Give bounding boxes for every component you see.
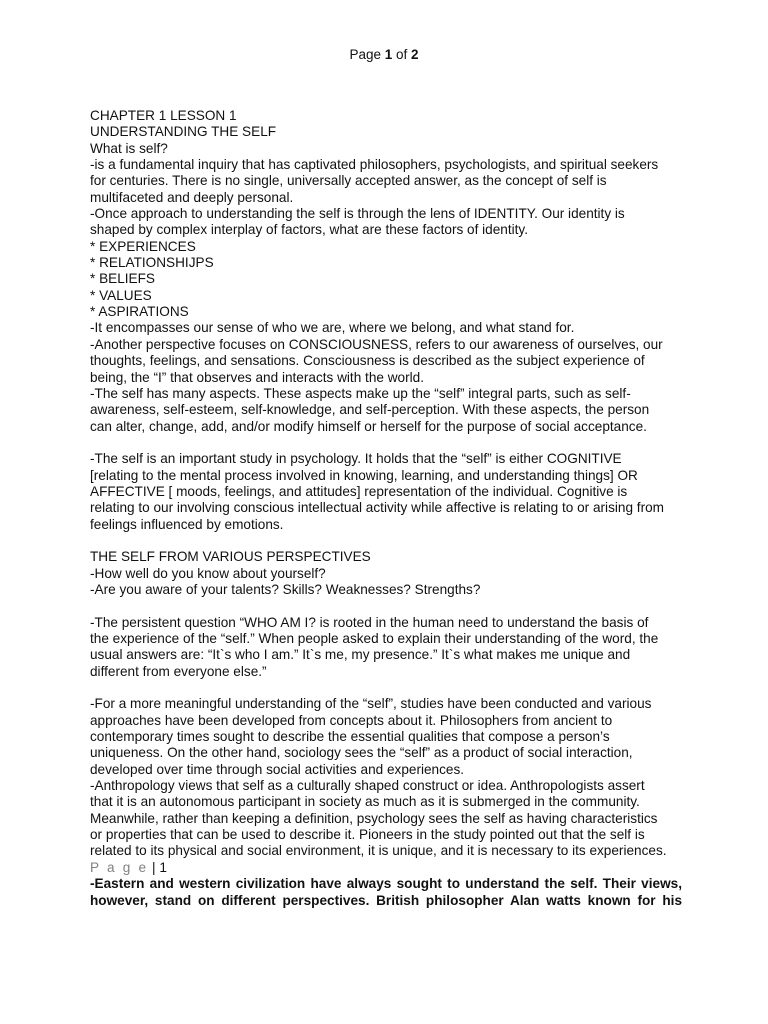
document-body bbox=[90, 108, 682, 909]
text-line: * EXPERIENCES bbox=[90, 238, 196, 254]
footer-page-number: 1 bbox=[159, 859, 167, 875]
text-line: -For a more meaningful understanding of the “self”, studies have been conducted and various bbox=[90, 696, 652, 712]
text-line: shaped by complex interplay of factors, what are these factors of identity. bbox=[90, 222, 528, 238]
text-line: -How well do you know about yourself? bbox=[90, 565, 326, 581]
text-line: What is self? bbox=[90, 140, 168, 156]
text-line: -The self is an important study in psychology. It holds that the “self” is either COGNITIVE bbox=[90, 451, 622, 467]
text-line: AFFECTIVE [ moods, feelings, and attitudes] representation of the individual. Cognitive is bbox=[90, 483, 628, 499]
text-line: * ASPIRATIONS bbox=[90, 304, 189, 320]
text-line: -The persistent question “WHO AM I? is rooted in the human need to understand the basis of bbox=[90, 614, 649, 630]
text-line: can alter, change, add, and/or modify himself or herself for the purpose of social acceptance. bbox=[90, 418, 647, 434]
text-line: -Are you aware of your talents? Skills? Weaknesses? Strengths? bbox=[90, 581, 481, 597]
content-lines bbox=[90, 108, 682, 860]
bold-text-line: -Eastern and western civilization have always sought to understand the self. Their views, bbox=[90, 876, 682, 892]
text-line: multifaceted and deeply personal. bbox=[90, 189, 294, 205]
text-line: -The self has many aspects. These aspects make up the “self” integral parts, such as self- bbox=[90, 385, 631, 401]
text-line: related to its physical and social environment, it is unique, and it is necessary to its experiences. bbox=[90, 843, 667, 859]
text-line: relating to our involving conscious intellectual activity while affective is relating to or arising from bbox=[90, 500, 664, 516]
text-line: CHAPTER 1 LESSON 1 bbox=[90, 108, 237, 123]
blank-line bbox=[90, 435, 682, 451]
text-line: contemporary times sought to describe the essential qualities that compose a person’s bbox=[90, 729, 610, 745]
text-line: developed over time through social activities and experiences. bbox=[90, 761, 465, 777]
text-line: -It encompasses our sense of who we are, where we belong, and what stand for. bbox=[90, 320, 575, 336]
text-line: -Another perspective focuses on CONSCIOUSNESS, refers to our awareness of ourselves, our bbox=[90, 336, 663, 352]
text-line: * BELIEFS bbox=[90, 271, 155, 287]
blank-line bbox=[90, 533, 682, 549]
text-line: * RELATIONSHIJPS bbox=[90, 255, 214, 271]
text-line: UNDERSTANDING THE SELF bbox=[90, 124, 277, 140]
footer-page-label: P a g e bbox=[90, 859, 149, 875]
text-line: that it is an autonomous participant in society as much as it is submerged in the community. bbox=[90, 794, 640, 810]
page-current-number: 1 bbox=[384, 47, 393, 62]
text-line: the experience of the “self.” When people asked to explain their understanding of the word, the bbox=[90, 631, 659, 646]
blank-line bbox=[90, 680, 682, 696]
footer-separator: | bbox=[148, 859, 160, 875]
text-line: THE SELF FROM VARIOUS PERSPECTIVES bbox=[90, 549, 371, 565]
text-line: thoughts, feelings, and sensations. Consciousness is described as the subject experience of bbox=[90, 353, 645, 369]
text-line: -is a fundamental inquiry that has captivated philosophers, psychologists, and spiritual seekers bbox=[90, 157, 659, 173]
text-line: approaches have been developed from concepts about it. Philosophers from ancient to bbox=[90, 712, 613, 728]
text-line: Meanwhile, rather than keeping a definition, psychology sees the self as having characteristics bbox=[90, 810, 658, 826]
text-line: uniqueness. On the other hand, sociology sees the “self” as a product of social interaction, bbox=[90, 745, 633, 761]
text-line: [relating to the mental process involved in knowing, learning, and understanding things] OR bbox=[90, 467, 638, 483]
page-header-middle: of bbox=[392, 47, 412, 62]
blank-line bbox=[90, 598, 682, 614]
page-total-number: 2 bbox=[411, 47, 419, 62]
bold-text-line: however, stand on different perspectives. British philosopher Alan watts known for his bbox=[90, 892, 682, 908]
page-footer bbox=[90, 860, 682, 876]
bold-paragraph bbox=[90, 876, 682, 909]
text-line: usual answers are: “It`s who I am.” It`s me, my presence.” It`s what makes me unique and bbox=[90, 647, 631, 663]
text-line: -Anthropology views that self as a culturally shaped construct or idea. Anthropologists assert bbox=[90, 778, 645, 794]
page-header-prefix: Page bbox=[349, 47, 385, 62]
text-line: -Once approach to understanding the self is through the lens of IDENTITY. Our identity is bbox=[90, 206, 625, 222]
text-line: for centuries. There is no single, universally accepted answer, as the concept of self is bbox=[90, 173, 607, 189]
text-line: * VALUES bbox=[90, 287, 152, 303]
text-line: awareness, self-esteem, self-knowledge, and self-perception. With these aspects, the person bbox=[90, 402, 650, 418]
text-line: or properties that can be used to describe it. Pioneers in the study pointed out that the self is bbox=[90, 827, 645, 843]
page-header bbox=[0, 46, 768, 64]
text-line: feelings influenced by emotions. bbox=[90, 516, 284, 532]
text-line: being, the “I” that observes and interacts with the world. bbox=[90, 369, 424, 385]
text-line: different from everyone else.” bbox=[90, 663, 267, 679]
